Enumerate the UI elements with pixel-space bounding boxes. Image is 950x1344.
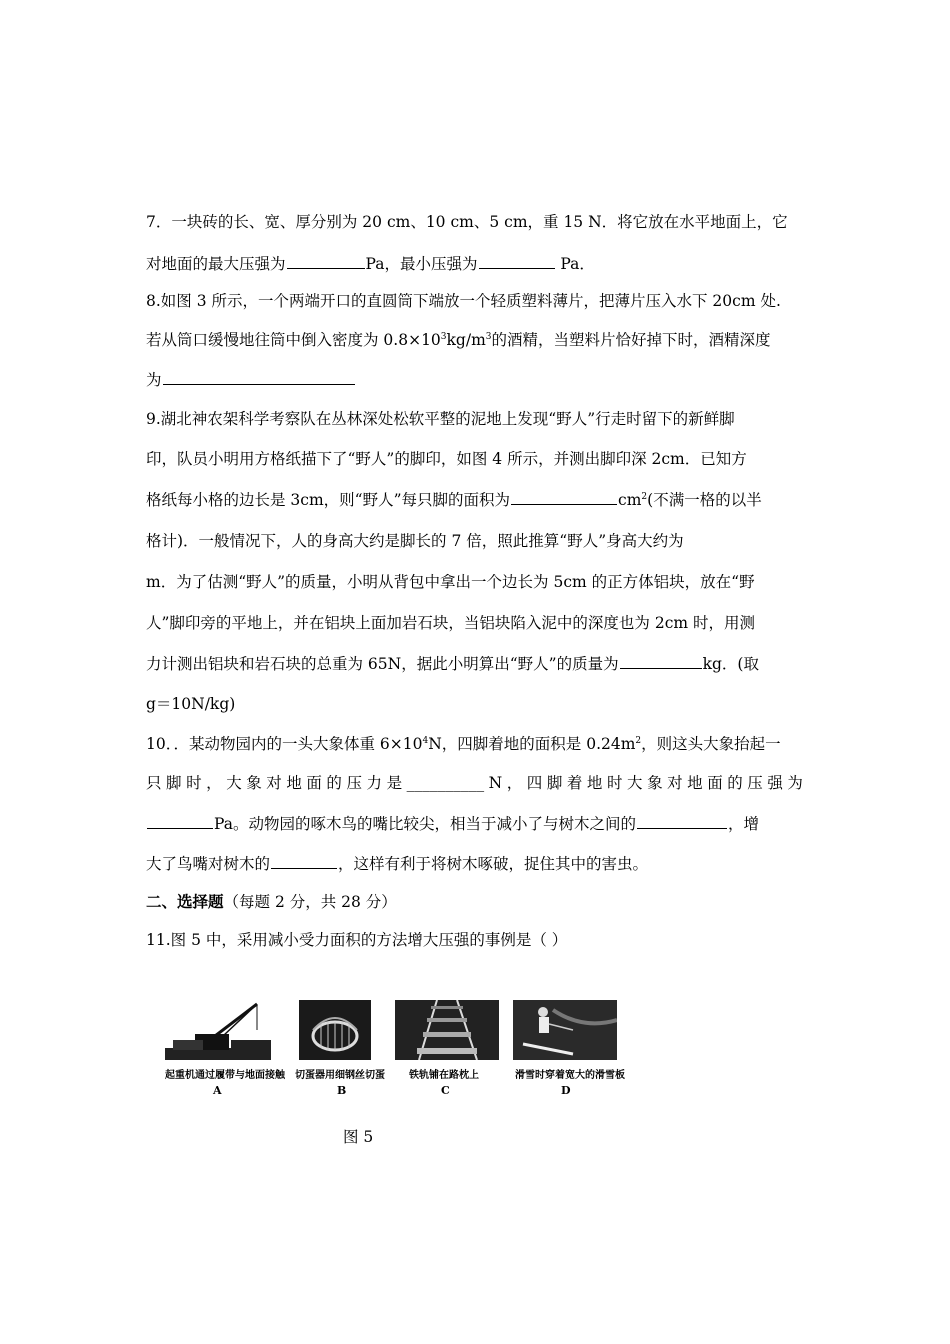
option-letter-c: C [441,1084,450,1097]
q10-line-2-char: 着 [566,774,583,792]
q9-blank-mass [620,653,702,669]
q10-blank-beak-pressure [271,853,337,869]
q10-line-2-char: 脚 [166,774,182,792]
q9-line-2: 印，队员小明用方格纸描下了“野人”的脚印，如图 4 所示，并测出脚印深 2cm．已知方 [146,450,747,468]
figure-caption-b: 切蛋器用细钢丝切蛋 [295,1070,385,1081]
q10-line-2-char: 是 [386,774,403,792]
q10-line-2-char: 力 [366,774,383,792]
q10-line-2-char: 的 [727,774,743,792]
q10-line-3: Pa。动物园的啄木鸟的嘴比较尖，相当于减小了与树木之间的 ，增 [146,813,816,835]
q10-line-2-char: 面 [707,774,723,792]
q8-line-3: 为 [146,369,816,391]
q10-line-2-char: 只 [146,774,162,792]
q10-blank-contact-area [637,813,727,829]
crane-image [165,1000,271,1060]
section-heading: 二、选择题（每题 2 分，共 28 分） [146,893,397,911]
q10-line-2-char: 压 [747,774,763,792]
q10-blank-pressure [147,813,213,829]
figure-5 [165,1000,635,1097]
q7-line-2: 对地面的最大压强为 Pa，最小压强为 Pa． [146,255,595,273]
q10-line-2-char: 象 [647,774,663,792]
q10-line-2-char: 时 [186,774,202,792]
q9-line-6: 人”脚印旁的平地上，并在铝块上面加岩石块，当铝块陷入泥中的深度也为 2cm 时，用测 [146,614,756,632]
q10-line-2-char: 为 [787,774,803,792]
q10-line-2-char: N [488,774,503,792]
q10-line-2-char: 时 [606,774,623,792]
q10-line-2-char: ， [206,774,222,792]
q10-line-2-char: 四 [526,774,543,792]
q9-line-3: 格纸每小格的边长是 3cm，则“野人”每只脚的面积为 $cm^2$(不满一格的以半 [146,491,762,509]
q7-line-1: 7．一块砖的长、宽、厚分别为 20 cm、10 cm、5 cm，重 15 N．将它放在水平地面上，它 [146,213,788,231]
q10-line-2-char: 对 [266,774,282,792]
figure-caption-d: 滑雪时穿着宽大的滑雪板 [515,1070,625,1081]
q9-line-5: m．为了估测“野人”的质量，小明从背包中拿出一个边长为 5cm 的正方体铝块，放在“野 [146,573,755,591]
q10-line-2-char: 面 [306,774,322,792]
q10-line-2 [146,772,803,794]
option-letter-a: A [213,1084,222,1097]
q9-line-8: g＝10N/kg) [146,695,236,713]
q9-blank-foot-area [511,489,617,505]
q7-blank-max-pressure [287,253,365,269]
q9-line-7: 力计测出铝块和岩石块的总重为 65N，据此小明算出“野人”的质量为 kg．(取 [146,655,759,673]
railway-track-image [395,1000,499,1060]
q10-line-2-char: 地 [586,774,603,792]
q10-line-2-char: ， [506,774,523,792]
q8-line-2: 若从筒口缓慢地往筒中倒入密度为 $0.8\times 10^3kg/m^3$的酒精，当塑料片恰好掉下时，酒精深度 [146,331,771,349]
q10-line-2-char: 地 [286,774,302,792]
figure-5-label: 图 5 [343,1128,374,1146]
q10-line-1: 10．．某动物园内的一头大象体重 $6\times 10^4N$，四脚着地的面积是 $0.24m^2$，则这头大象抬起一 [146,735,781,753]
figure-caption-a: 起重机通过履带与地面接触 [165,1070,285,1081]
q7-blank-min-pressure [479,253,555,269]
q10-line-2-char: 地 [687,774,703,792]
q8-line-1: 8.如图 3 所示，一个两端开口的直圆筒下端放一个轻质塑料薄片，把薄片压入水下 20cm 处. [146,292,781,310]
option-letter-d: D [561,1084,571,1097]
q10-line-2-char: 象 [246,774,262,792]
q11-question: 11.图 5 中，采用减小受力面积的方法增大压强的事例是（ ） [146,931,568,949]
q8-blank-alcohol-depth [163,369,355,385]
q10-line-2-char: 脚 [546,774,563,792]
q10-line-2-char: 的 [326,774,342,792]
q10-line-2-char: 大 [627,774,643,792]
figure-caption-c: 铁轨铺在路枕上 [409,1070,479,1081]
skiing-image [513,1000,617,1060]
q10-line-2-char: __________ [406,774,485,792]
egg-slicer-image [299,1000,371,1060]
q9-line-4: 格计)．一般情况下，人的身高大约是脚长的 7 倍，照此推算“野人”身高大约为 [146,532,684,550]
q10-line-4: 大了鸟嘴对树木的 ，这样有利于将树木啄破，捉住其中的害虫。 [146,855,649,873]
q10-line-2-char: 压 [346,774,362,792]
q9-line-1: 9.湖北神农架科学考察队在丛林深处松软平整的泥地上发现“野人”行走时留下的新鲜脚 [146,410,735,428]
q10-line-2-char: 对 [667,774,683,792]
q10-line-2-char: 大 [226,774,242,792]
option-letter-b: B [337,1084,347,1097]
q10-line-2-char: 强 [767,774,783,792]
